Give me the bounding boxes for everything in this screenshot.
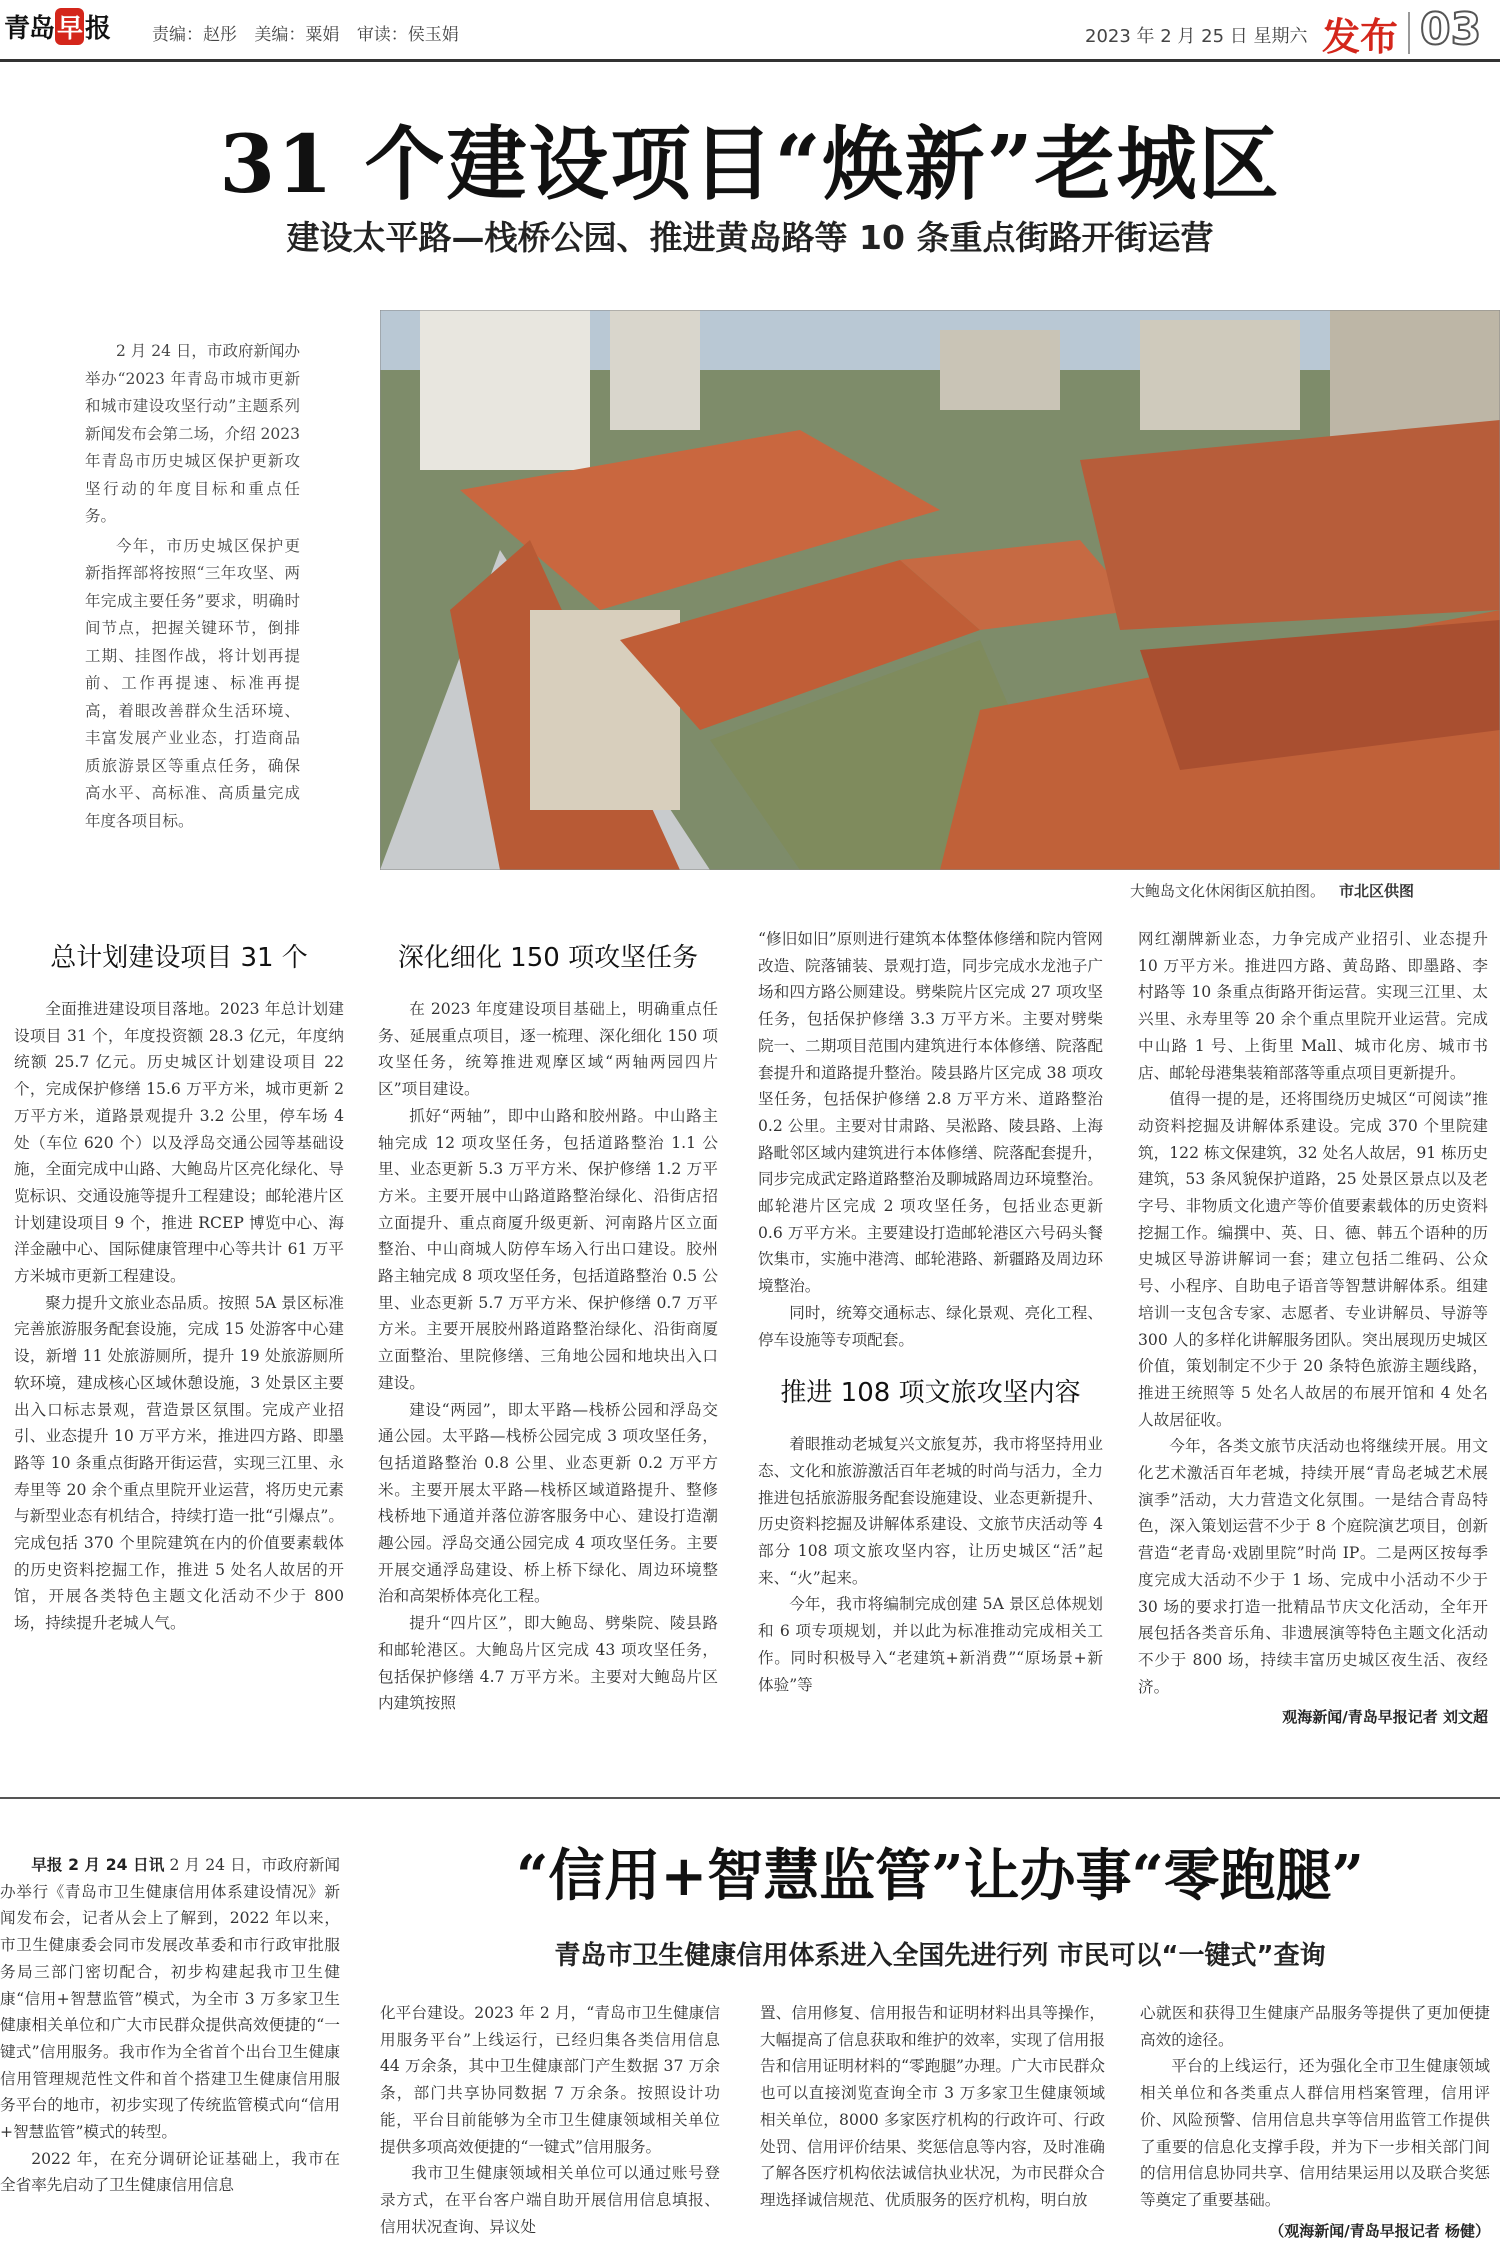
paragraph: 建设“两园”，即太平路—栈桥公园和浮岛交通公园。太平路—栈桥公园完成 3 项攻坚任务，包括道路整治 0.8 公里、业态更新 0.2 万平方米。主要开展太平路—栈桥区域道路提升、整修栈桥地下通道并落位游客服务中心、建设打造潮趣公园。浮岛交通公园完成 4 项攻坚任务。主要开展交通浮岛建设、桥上桥下绿化、周边环境整治和高架桥体亮化工程。	[378, 1400, 718, 1606]
paragraph	[0, 1852, 340, 2146]
aerial-photo-illustration	[380, 310, 1500, 870]
story1-subhead: 建设太平路—栈桥公园、推进黄岛路等 10 条重点街路开街运营	[286, 218, 1214, 257]
paragraph: 在 2023 年度建设项目基础上，明确重点任务、延展重点项目，逐一梳理、深化细化 150 项攻坚任务，统筹推进观摩区域“两轴两园四片区”项目建设。	[378, 1000, 718, 1099]
story2-headline: “信用+智慧监管”让办事“零跑腿”	[516, 1843, 1364, 1909]
story2-column-3	[760, 2000, 1105, 2243]
caption-text: 大鲍岛文化休闲街区航拍图。	[1130, 882, 1326, 900]
logo-text-pre: 青岛	[4, 14, 55, 44]
photo-credit: 市北区供图	[1339, 882, 1415, 900]
editor-credits	[152, 20, 471, 45]
story-divider	[0, 1797, 1500, 1799]
paragraph: “修旧如旧”原则进行建筑本体整体修缮和院内管网改造、院落铺装、景观打造，同步完成水龙池子广场和四方路公厕建设。劈柴院片区完成 27 项攻坚任务，包括保护修缮 3.3 万平方米。主要对劈柴院一、二期项目范围内建筑进行本体修缮、院落配套提升和道路提升整治。陵县路片区完成 38 项攻坚任务，包括保护修缮 2.8 万平方米、道路整治 0.2 公里。主要对甘肃路、吴淞路、陵县路、上海路毗邻区域内建筑进行本体修缮、院落配套提升，同步完成武定路道路整治及聊城路周边环境整治。邮轮港片区完成 2 项攻坚任务，包括业态更新 0.6 万平方米。主要建设打造邮轮港区六号码头餐饮集市，实施中港湾、邮轮港路、新疆路及周边环境整治。	[758, 930, 1103, 1296]
paragraph: 心就医和获得卫生健康产品服务等提供了更加便捷高效的途径。	[1140, 2004, 1490, 2049]
paragraph: 2022 年，在充分调研论证基础上，我市在全省率先启动了卫生健康信用信息	[0, 2149, 340, 2195]
page-number: 03	[1420, 4, 1482, 55]
paragraph: 着眼推动老城复兴文旅复苏，我市将坚持用业态、文化和旅游激活百年老城的时尚与活力，全力推进包括旅游服务配套设施建设、业态更新提升、历史资料挖掘及讲解体系建设、文旅节庆活动等 4 部分 108 项文旅攻坚内容，让历史城区“活”起来、“火”起来。	[758, 1435, 1103, 1587]
paragraph: 今年，我市将编制完成创建 5A 景区总体规划和 6 项专项规划，并以此为标准推动完成相关工作。同时积极导入“老建筑+新消费”“原场景+新体验”等	[758, 1595, 1103, 1694]
art-editor: 美编：粟娟	[254, 25, 340, 45]
paragraph: 化平台建设。2023 年 2 月，“青岛市卫生健康信用服务平台”上线运行，已经归集各类信用信息 44 万余条，其中卫生健康部门产生数据 37 万余条，部门共享协同数据 7 万余条。按照设计功能，平台目前能够为全市卫生健康领域相关单位提供多项高效便捷的“一键式”信用服务。	[380, 2004, 720, 2156]
logo-text-post: 报	[85, 14, 111, 44]
story2-column-2	[380, 2000, 720, 2243]
story1-column-4	[1138, 926, 1488, 1731]
story1-column-3	[758, 926, 1103, 1698]
aerial-photo	[380, 310, 1500, 870]
reviewer: 审读：侯玉娟	[356, 25, 459, 45]
story1-column-2	[378, 938, 718, 1717]
section-heading: 推进 108 项文旅攻坚内容	[780, 1378, 1081, 1409]
section-heading: 深化细化 150 项攻坚任务	[397, 943, 699, 973]
duty-editor: 责编：赵彤	[152, 25, 237, 45]
story2-column-1	[0, 1852, 340, 2243]
section-heading: 总计划建设项目 31 个	[50, 943, 308, 973]
lead-paragraph: 今年，市历史城区保护更新指挥部将按照“三年攻坚、两年完成主要任务”要求，明确时间节点，把握关键环节，倒排工期、挂图作战，将计划再提前、工作再提速、标准再提高，着眼改善群众生活环境、丰富发展产业业态，打造商品质旅游景区等重点任务，确保高水平、高标准、高质量完成年度各项目标。	[85, 536, 300, 830]
logo-seal: 早	[55, 8, 84, 45]
story1-byline: 观海新闻/青岛早报记者 刘文超	[1282, 1708, 1488, 1727]
paragraph: 今年，各类文旅节庆活动也将继续开展。用文化艺术激活百年老城，持续开展“青岛老城艺术展演季”活动，大力营造文化氛围。一是结合青岛特色，深入策划运营不少于 8 个庭院演艺项目，创新营造“老青岛·戏剧里院”时尚 IP。二是两区按每季度完成大活动不少于 1 场、完成中小活动不少于 30 场的要求打造一批精品节庆文化活动，全年开展包括各类音乐角、非遗展演等特色主题文化活动不少于 800 场，持续丰富历史城区夜生活、夜经济。	[1138, 1437, 1488, 1696]
masthead	[0, 0, 1500, 62]
paragraph: 同时，统筹交通标志、绿化景观、亮化工程、停车设施等专项配套。	[758, 1303, 1103, 1349]
issue-date: 2023 年 2 月 25 日 星期六	[1085, 26, 1308, 47]
photo-caption	[1130, 880, 1414, 901]
paragraph-text: 2 月 24 日，市政府新闻办举行《青岛市卫生健康信用体系建设情况》新闻发布会，记者从会上了解到，2022 年以来，市卫生健康委会同市发展改革委和市行政审批服务局三部门密切配合，初步构建起我市卫生健康“信用+智慧监管”模式，为全市 3 万多家卫生健康相关单位和广大市民群众提供高效便捷的“一键式”信用服务。我市作为全省首个出台卫生健康信用管理规范性文件和首个搭建卫生健康信用服务平台的地市，初步实现了传统监管模式向“信用+智慧监管”模式的转型。	[0, 1856, 340, 2142]
story2-dateline: 早报 2 月 24 日讯	[31, 1856, 165, 1874]
paragraph: 平台的上线运行，还为强化全市卫生健康领域相关单位和各类重点人群信用档案管理，信用评价、风险预警、信用信息共享等信用监管工作提供了重要的信息化支撑手段，并为下一步相关部门间的信用信息协同共享、信用结果运用以及联合奖惩等奠定了重要基础。	[1140, 2057, 1490, 2209]
paragraph: 网红潮牌新业态，力争完成产业招引、业态提升 10 万平方米。推进四方路、黄岛路、即墨路、李村路等 10 条重点街路开街运营。实现三江里、太兴里、永寿里等 20 余个重点里院开业运营。完成中山路 1 号、上街里 Mall、城市化房、城市书店、邮轮母港集装箱部落等重点项目更新提升。	[1138, 930, 1488, 1082]
paragraph: 提升“四片区”，即大鲍岛、劈柴院、陵县路和邮轮港区。大鲍岛片区完成 43 项攻坚任务，包括保护修缮 4.7 万平方米。主要对大鲍岛片区内建筑按照	[378, 1614, 718, 1713]
story2-column-4	[1140, 2000, 1490, 2243]
lead-paragraph: 2 月 24 日，市政府新闻办举办“2023 年青岛市城市更新和城市建设攻坚行动”主题系列新闻发布会第二场，介绍 2023 年青岛市历史城区保护更新攻坚行动的年度目标和重点任务。	[85, 342, 300, 525]
divider	[1408, 12, 1410, 54]
paragraph: 全面推进建设项目落地。2023 年总计划建设项目 31 个，年度投资额 28.3 亿元，年度纳统额 25.7 亿元。历史城区计划建设项目 22 个，完成保护修缮 15.6 万平方米，城市更新 2 万平方米，道路景观提升 3.2 公里，停车场 4 处（车位 620 个）以及浮岛交通公园等基础设施，全面完成中山路、大鲍岛片区亮化绿化、导览标识、交通设施等提升工程建设；邮轮港片区计划建设项目 9 个，推进 RCEP 博览中心、海洋金融中心、国际健康管理中心等共计 61 万平方米城市更新工程建设。	[14, 1000, 344, 1286]
story1-lead	[85, 338, 300, 837]
paragraph: 抓好“两轴”，即中山路和胶州路。中山路主轴完成 12 项攻坚任务，包括道路整治 1.1 公里、业态更新 5.3 万平方米、保护修缮 1.2 万平方米。主要开展中山路道路整治绿化、沿街店招立面提升、重点商厦升级更新、河南路片区立面整治、中山商城人防停车场入行出口建设。胶州路主轴完成 8 项攻坚任务，包括道路整治 0.5 公里、业态更新 5.7 万平方米、保护修缮 0.7 万平方米。主要开展胶州路道路整治绿化、沿街商厦立面整治、里院修缮、三角地公园和地块出入口建设。	[378, 1106, 718, 1392]
story2-byline: （观海新闻/青岛早报记者 杨健）	[1269, 2221, 1490, 2240]
story1-headline: 31 个建设项目“焕新”老城区	[219, 117, 1281, 211]
paragraph: 聚力提升文旅业态品质。按照 5A 景区标准完善旅游服务配套设施，完成 15 处游客中心建设，新增 11 处旅游厕所，提升 19 处旅游厕所软环境，建成核心区域休憩设施，3 处景区主要出入口标志景观，营造景区氛围。完成产业招引、业态提升 10 万平方米，推进四方路、即墨路等 10 条重点街路开街运营，实现三江里、永寿里等 20 余个重点里院开业运营，将历史元素与新型业态有机结合，持续打造一批“引爆点”。完成包括 370 个里院建筑在内的价值要素载体的历史资料挖掘工作，推进 5 处名人故居的开馆，开展各类特色主题文化活动不少于 800 场，持续提升老城人气。	[14, 1293, 344, 1633]
paragraph: 值得一提的是，还将围绕历史城区“可阅读”推动资料挖掘及讲解体系建设。完成 370 个里院建筑，122 栋文保建筑，32 处名人故居，91 栋历史建筑，53 条风貌保护道路，25 处景区景点以及老字号、非物质文化遗产等价值要素载体的历史资料挖掘工作。编撰中、英、日、德、韩五个语种的历史城区导游讲解词一套；建立包括二维码、公众号、小程序、自助电子语音等智慧讲解体系。组建培训一支包含专家、志愿者、专业讲解员、导游等 300 人的多样化讲解服务团队。突出展现历史城区价值，策划制定不少于 20 条特色旅游主题线路，推进王统照等 5 处名人故居的布展开馆和 4 处名人故居征收。	[1138, 1090, 1488, 1429]
section-name: 发布	[1322, 15, 1399, 59]
story2-subhead: 青岛市卫生健康信用体系进入全国先进行列 市民可以“一键式”查询	[554, 1941, 1326, 1971]
story1-column-1	[14, 938, 344, 1637]
paragraph: 我市卫生健康领域相关单位可以通过账号登录方式，在平台客户端自助开展信用信息填报、信用状况查询、异议处	[380, 2164, 720, 2236]
newspaper-logo	[4, 8, 110, 45]
paragraph: 置、信用修复、信用报告和证明材料出具等操作，大幅提高了信息获取和维护的效率，实现了信用报告和信用证明材料的“零跑腿”办理。广大市民群众也可以直接浏览查询全市 3 万多家卫生健康领域相关单位，8000 多家医疗机构的行政许可、行政处罚、信用评价结果、奖惩信息等内容，及时准确了解各医疗机构依法诚信执业状况，为市民群众合理选择诚信规范、优质服务的医疗机构，明白放	[760, 2004, 1105, 2209]
